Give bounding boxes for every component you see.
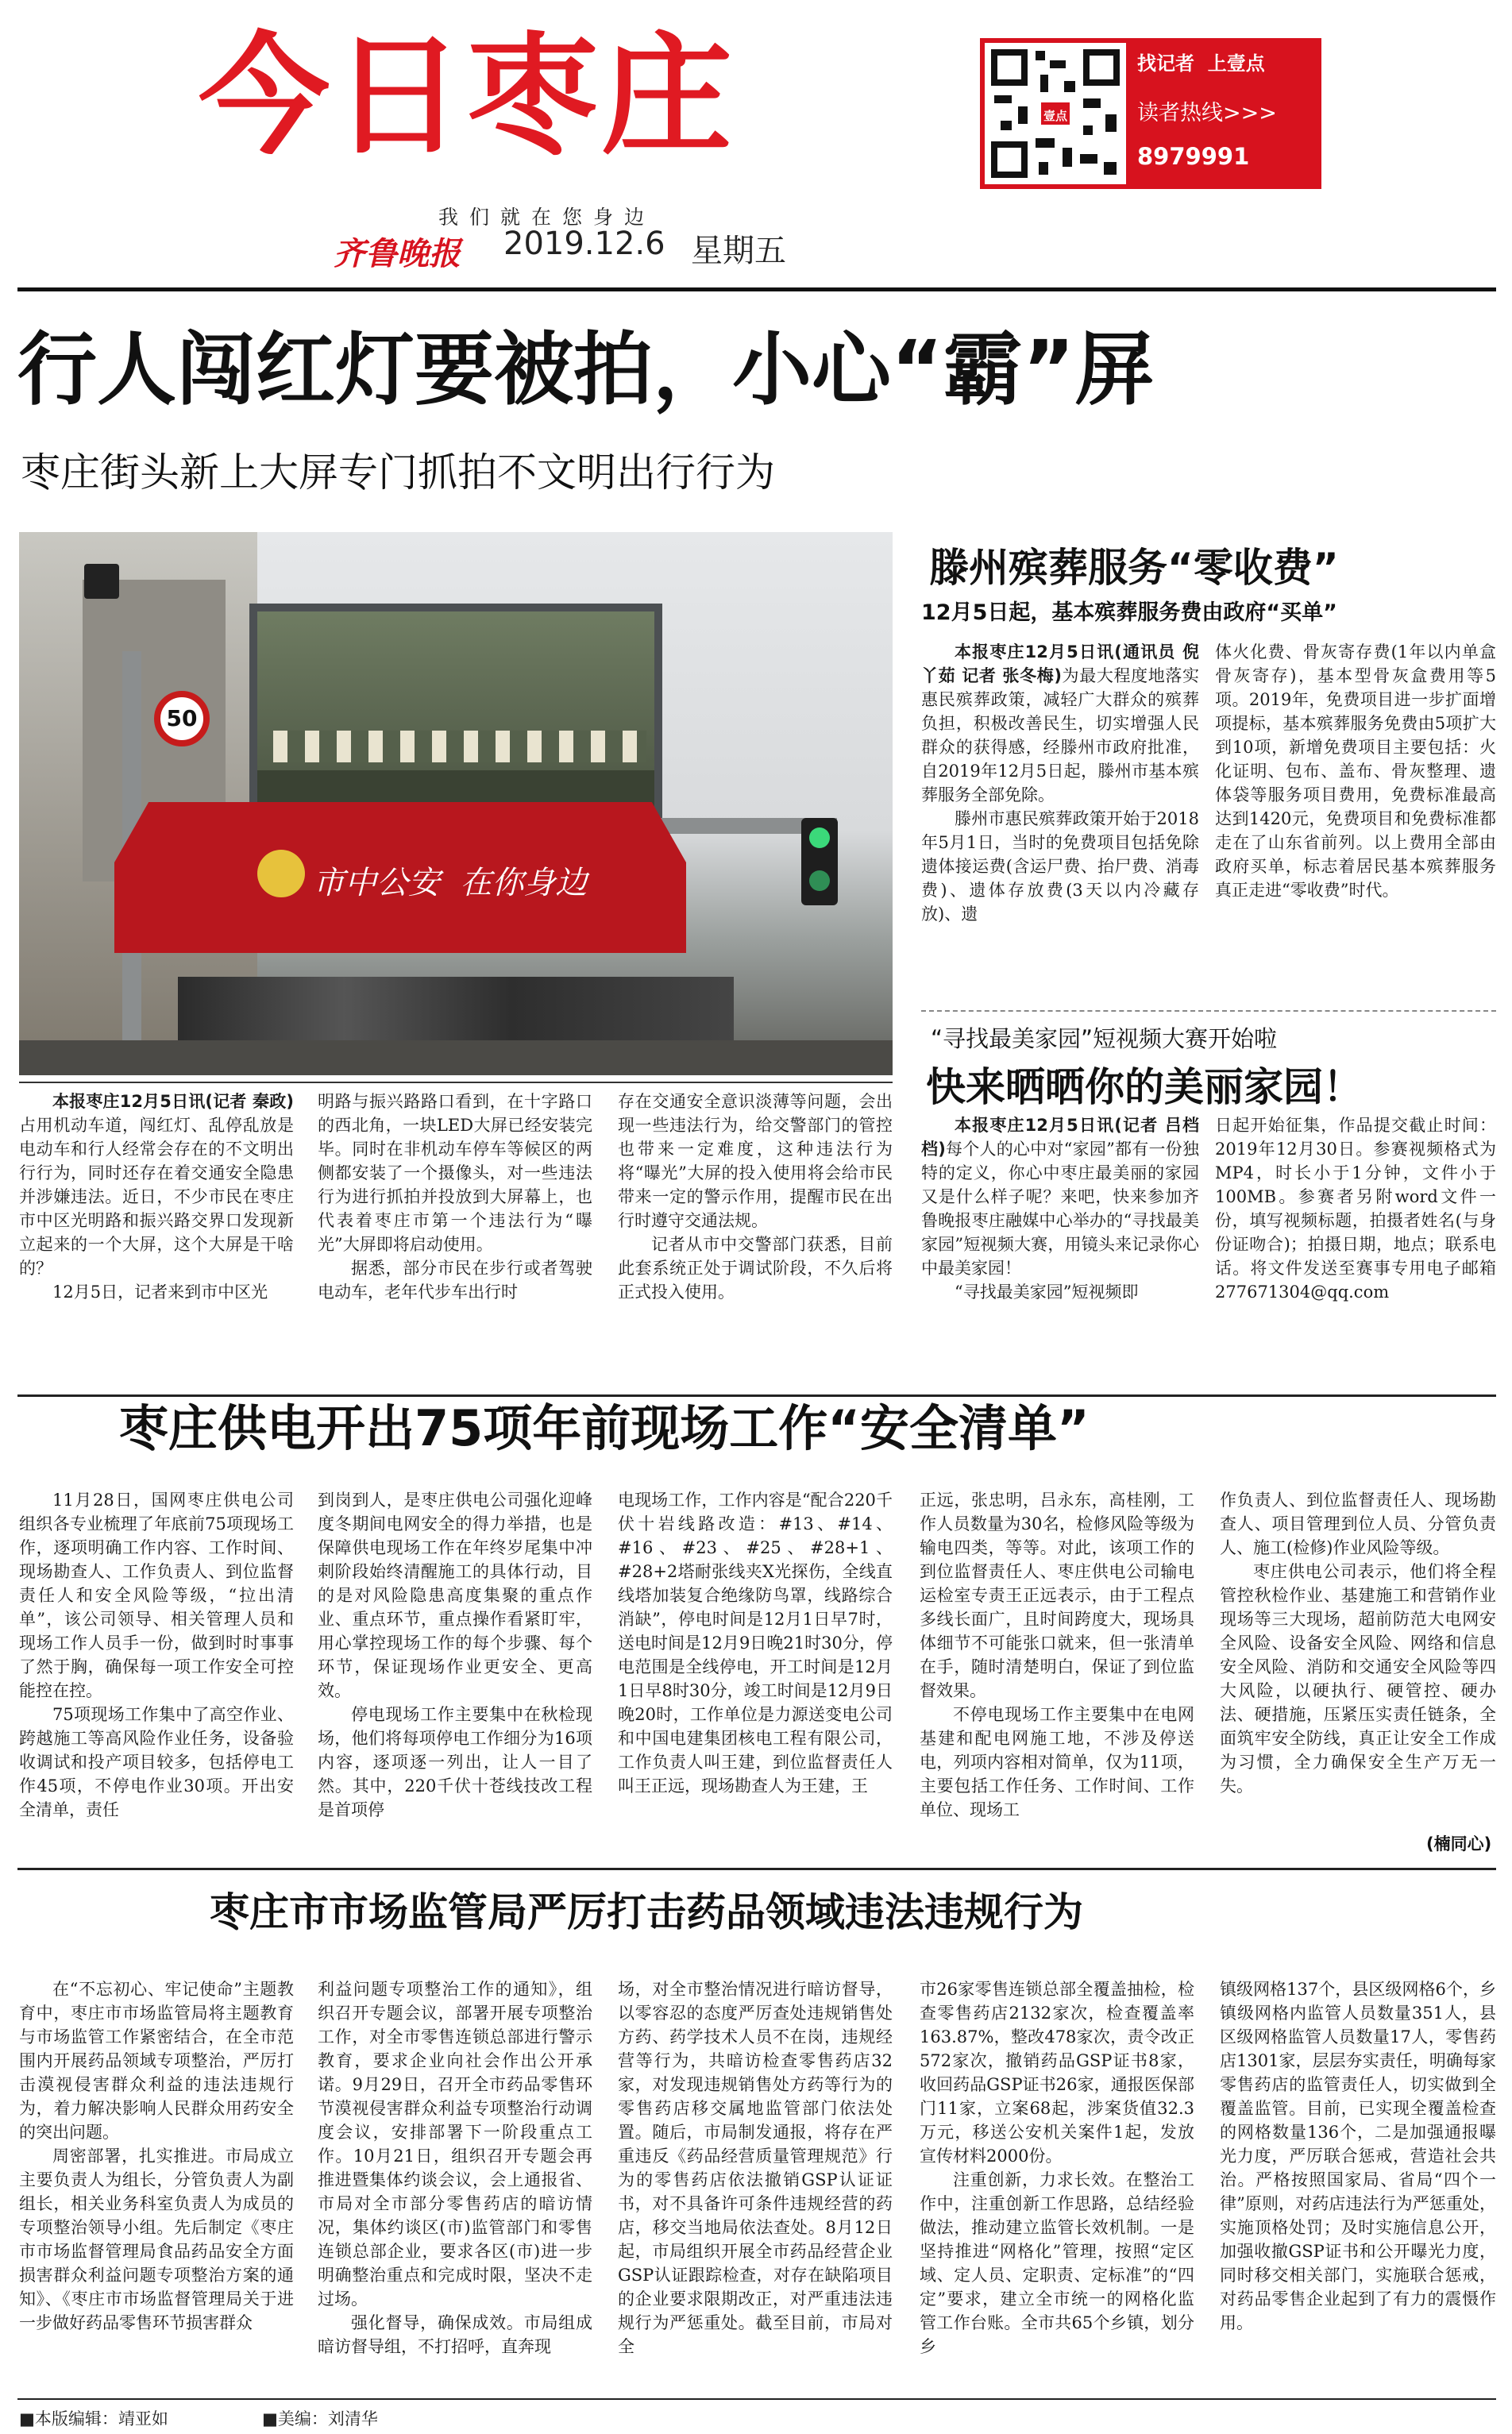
article5-col3: 场，对全市整治情况进行暗访督导，以零容忍的态度严厉查处违规销售处方药、药学技术人员不在岗，违规经营等行为，共暗访检查零售药店32家，对发现违规销售处方药等行为的零售药店移交属地监管部门依法处置。随后，市局制发通报，将存在严重违反《药品经营质量管理规范》行为的零售药店依法撤销GSP认证证书，对不具备许可条件违规经营的药店，移交当地局依法查处。8月12日起，市局组织开展全市药品经营企业GSP认证跟踪检查，对存在缺陷项目的企业要求限期改正，对严重违法违规行为严惩重处。截至目前，市局对全 — [618, 1980, 893, 2356]
article4-col2: 到岗到人，是枣庄供电公司强化迎峰度冬期间电网安全的得力举措，也是保障供电现场工作在年终岁尾集中冲刺阶段始终清醒施工的具体行动，目的是对风险隐患高度集聚的重点作业、重点环节，重点操作看紧盯牢，用心掌控现场工作的每个步骤、每个环节，保证现场作业更安全、更高效。 停电现场工作主要集中在秋检现场，他们将每项停电工作细分为16项内容，逐项逐一列出，让人一目了然。其中，220千伏十苍线技改工程是首项停 — [318, 1491, 592, 1819]
article1-title: 行人闯红灯要被拍，小心“霸”屏 — [17, 323, 1155, 416]
article5-title: 枣庄市市场监管局严厉打击药品领域违法违规行为 — [210, 1889, 1083, 1935]
masthead-title: 今日枣庄 — [199, 20, 735, 172]
speed-sign: 50 — [154, 691, 210, 746]
masthead-slogan: 我们就在您身边 — [438, 206, 656, 229]
reporter-label: 找记者 上壹点 — [1137, 52, 1265, 75]
article3-col2: 日起开始征集，作品提交截止时间：2019年12月30日。参赛视频格式为MP4，时长小于1分钟，文件小于100MB。参赛者另附word文件一份，填写视频标题，拍摄者姓名(与身份证吻合)；拍摄日期，地点；联系电话。将文件发送至赛事专用电子邮箱277671304@qq.com — [1215, 1116, 1496, 1302]
article5-col5: 镇级网格137个，县区级网格6个，乡镇级网格内监管人员数量351人，县区级网格监管人员数量17人，零售药店1301家，层层夯实责任，明确每家零售药店的监管责任人，切实做到全覆盖监管。目前，已实现全覆盖检查的网格数量136个，二是加强通报曝光力度，严厉联合惩戒，营造社会共治。严格按照国家局、省局“四个一律”原则，对药店违法行为严惩重处，实施顶格处罚；及时实施信息公开，加强收撤GSP证书和公开曝光力度，同时移交相关部门，实施联合惩戒，对药品零售企业起到了有力的震慑作用。 — [1220, 1980, 1496, 2332]
article1-photo — [19, 532, 893, 1075]
tent-banner: 市中公安 在你身边 — [313, 865, 588, 901]
article2-col2: 体火化费、骨灰寄存费(1年以内单盒骨灰寄存)，基本型骨灰盒费用等5项。2019年，免费项目进一步扩面增项提标，基本殡葬服务免费由5项扩大到10项，新增免费项目主要包括：火化证明、包布、盖布、骨灰整理、遗体袋等服务项目费用，免费标准最高达到1420元，免费项目和免费标准都走在了山东省前列。以上费用全部由政府买单，标志着居民基本殡葬服务真正走进“零收费”时代。 — [1215, 642, 1496, 900]
hotline-label: 读者热线>>> — [1137, 101, 1277, 125]
article1-lead: 本报枣庄12月5日讯(记者 秦政) — [52, 1092, 294, 1111]
article1-col2: 明路与振兴路路口看到，在十字路口的西北角，一块LED大屏已经安装完毕。同时在非机动车停车等候区的两侧都安装了一个摄像头，对一些违法行为进行抓拍并投放到大屏幕上，也代表着枣庄市第一个违法行为“曝光”大屏即将启动使用。 据悉，部分市民在步行或者驾驶电动车，老年代步车出行时 — [318, 1092, 592, 1302]
article2-title: 滕州殡葬服务“零收费” — [929, 545, 1339, 591]
article1-col3: 存在交通安全意识淡薄等问题，会出现一些违法行为，给交警部门的管控也带来一定难度，这种违法行为将“曝光”大屏的投入使用将会给市民带来一定的警示作用，提醒市民在出行时遵守交通法规。 记者从市中交警部门获悉，目前此套系统正处于调试阶段，不久后将正式投入使用。 — [618, 1092, 893, 1302]
article5-col4: 市26家零售连锁总部全覆盖抽检，检查零售药店2132家次，检查覆盖率163.87%，整改478家次，责令改正572家次，撤销药品GSP证书8家，收回药品GSP证书26家，通报医保部门11家，立案68起，涉案货值32.3万元，移送公安机关案件1起，发放宣传材料2000份。 注重创新，力求长效。在整治工作中，注重创新工作思路，总结经验做法，推动建立监管长效机制。一是坚持推进“网格化”管理，按照“定区域、定人员、定职责、定标准”的“四定”要求，建立全市统一的网格化监管工作台账。全市共65个乡镇，划分乡 — [920, 1980, 1194, 2356]
traffic-light — [801, 818, 838, 905]
masthead-date: 2019.12.6 — [503, 226, 665, 262]
article3-kicker: “寻找最美家园”短视频大赛开始啦 — [931, 1025, 1278, 1052]
qr-code[interactable] — [985, 43, 1126, 184]
article4-col3: 电现场工作，工作内容是“配合220千伏十岩线路改造：#13、#14、#16、#23、#25、#28+1、#28+2塔耐张线夹X光探伤，全线直线塔加装复合绝缘防鸟罩，线路综合消缺”，停电时间是12月1日早7时，送电时间是12月9日晚21时30分，停电范围是全线停电，开工时间是12月1日早8时30分，竣工时间是12月9日晚20时，工作单位是力源送变电公司和中国电建集团核电工程有限公司，工作负责人叫王建，到位监督责任人叫王正远，现场勘查人为王建，王 — [618, 1491, 893, 1796]
qr-badge: 壹点 — [1039, 100, 1072, 127]
article2-subtitle: 12月5日起，基本殡葬服务费由政府“买单” — [921, 600, 1337, 625]
article4-col1: 11月28日，国网枣庄供电公司组织各专业梳理了年底前75项现场工作，逐项明确工作内容、工作时间、现场勘查人、工作负责人、到位监督责任人和安全风险等级，“拉出清单”，该公司领导、相关管理人员和现场工作人员手一份，做到时时事事了然于胸，确保每一项工作安全可控能控在控。 75项现场工作集中了高空作业、跨越施工等高风险作业任务，设备验收调试和投产项目较多，包括停电工作45项，不停电作业30项。开出安全清单，责任 — [19, 1491, 294, 1819]
article5-col1: 在“不忘初心、牢记使命”主题教育中，枣庄市市场监管局将主题教育与市场监管工作紧密结合，在全市范围内开展药品领域专项整治，严厉打击漠视侵害群众利益的违法违规行为，着力解决影响人民群众用药安全的突出问题。 周密部署，扎实推进。市局成立主要负责人为组长，分管负责人为副组长，相关业务科室负责人为成员的专项整治领导小组。先后制定《枣庄市市场监督管理局食品药品安全方面损害群众利益问题专项整治方案的通知》、《枣庄市市场监督管理局关于进一步做好药品零售环节损害群众 — [19, 1980, 294, 2332]
article1-subtitle: 枣庄街头新上大屏专门抓拍不文明出行行为 — [21, 449, 775, 496]
article2-col1: 本报枣庄12月5日讯(通讯员 倪丫茹 记者 张冬梅)为最大程度地落实惠民殡葬政策，减轻广大群众的殡葬负担，积极改善民生，切实增强人民群众的获得感，经滕州市政府批准，自2019年12月5日起，滕州市基本殡葬服务全部免除。 滕州市惠民殡葬政策开始于2018年5月1日，当时的免费项目包括免除遗体接运费(含运尸费、抬尸费、消毒费)、遗体存放费(3天以内冷藏存放)、遗 — [921, 642, 1199, 924]
hotline-number[interactable]: 8979991 — [1137, 143, 1250, 170]
article2-lead: 本报枣庄12月5日讯(通讯员 倪丫茹 记者 张冬梅) — [921, 642, 1199, 685]
article4-byline: (楠同心) — [1421, 1831, 1491, 1855]
hotline-box — [980, 38, 1321, 189]
article4-col4: 正远，张忠明，吕永东，高桂刚，工作人员数量为30名，检修风险等级为输电四类，等等。对此，该项工作的到位监督责任人、枣庄供电公司输电运检室专责王正远表示，由于工程点多线长面广，且时间跨度大，现场具体细节不可能张口就来，但一张清单在手，随时清楚明白，保证了到位监督效果。 不停电现场工作主要集中在电网基建和配电网施工地，不涉及停送电，列项内容相对简单，仅为11项，主要包括工作任务、工作时间、工作单位、现场工 — [920, 1491, 1194, 1819]
article1-col1: 本报枣庄12月5日讯(记者 秦政)占用机动车道，闯红灯、乱停乱放是电动车和行人经常会存在的不文明出行行为，同时还存在着交通安全隐患并涉嫌违法。近日，不少市民在枣庄市中区光明路和振兴路交界口发现新立起来的一个大屏，这个大屏是干啥的？ 12月5日，记者来到市中区光 — [19, 1092, 294, 1302]
article4-col5: 作负责人、到位监督责任人、现场勘查人、项目管理到位人员、分管负责人、施工(检修)作业风险等级。 枣庄供电公司表示，他们将全程管控秋检作业、基建施工和营销作业现场等三大现场，超前防范大电网安全风险、设备安全风险、网络和信息安全风险、消防和交通安全风险等四大风险，以硬执行、硬管控、硬办法、硬措施，压紧压实责任链条，全面筑牢安全防线，真正让安全工作成为习惯，全力确保安全生产万无一失。 — [1220, 1491, 1496, 1796]
article3-col1: 本报枣庄12月5日讯(记者 吕档档)每个人的心中对“家园”都有一份独特的定义，你心中枣庄最美丽的家园又是什么样子呢？来吧，快来参加齐鲁晚报枣庄融媒中心举办的“寻找最美家园”短视频大赛，用镜头来记录你心中最美家园！ “寻找最美家园”短视频即 — [921, 1116, 1199, 1302]
masthead-weekday: 星期五 — [691, 233, 786, 269]
article5-col2: 利益问题专项整治工作的通知》，组织召开专题会议，部署开展专项整治工作，对全市零售连锁总部进行警示教育，要求企业向社会作出公开承诺。9月29日，召开全市药品零售环节漠视侵害群众利益专项整治行动调度会议，安排部署下一阶段重点工作。10月21日，组织召开专题会再推进暨集体约谈会议，会上通报省、市局对全市部分零售药店的暗访情况，集体约谈区(市)监管部门和零售连锁总部企业，要求各区(市)进一步明确整治重点和完成时限，坚决不走过场。 强化督导，确保成效。市局组成暗访督导组，不打招呼，直奔现 — [318, 1980, 592, 2356]
article4-title: 枣庄供电开出75项年前现场工作“安全清单” — [119, 1399, 1090, 1457]
footer-designer: ■美编：刘清华 — [262, 2409, 378, 2428]
article3-lead: 本报枣庄12月5日讯(记者 吕档档) — [921, 1116, 1199, 1159]
masthead-paper: 齐鲁晚报 — [334, 235, 461, 272]
masthead-rule — [17, 287, 1496, 291]
article3-title: 快来晒晒你的美丽家园！ — [926, 1064, 1363, 1110]
footer-editor: ■本版编辑：靖亚如 — [19, 2409, 168, 2428]
